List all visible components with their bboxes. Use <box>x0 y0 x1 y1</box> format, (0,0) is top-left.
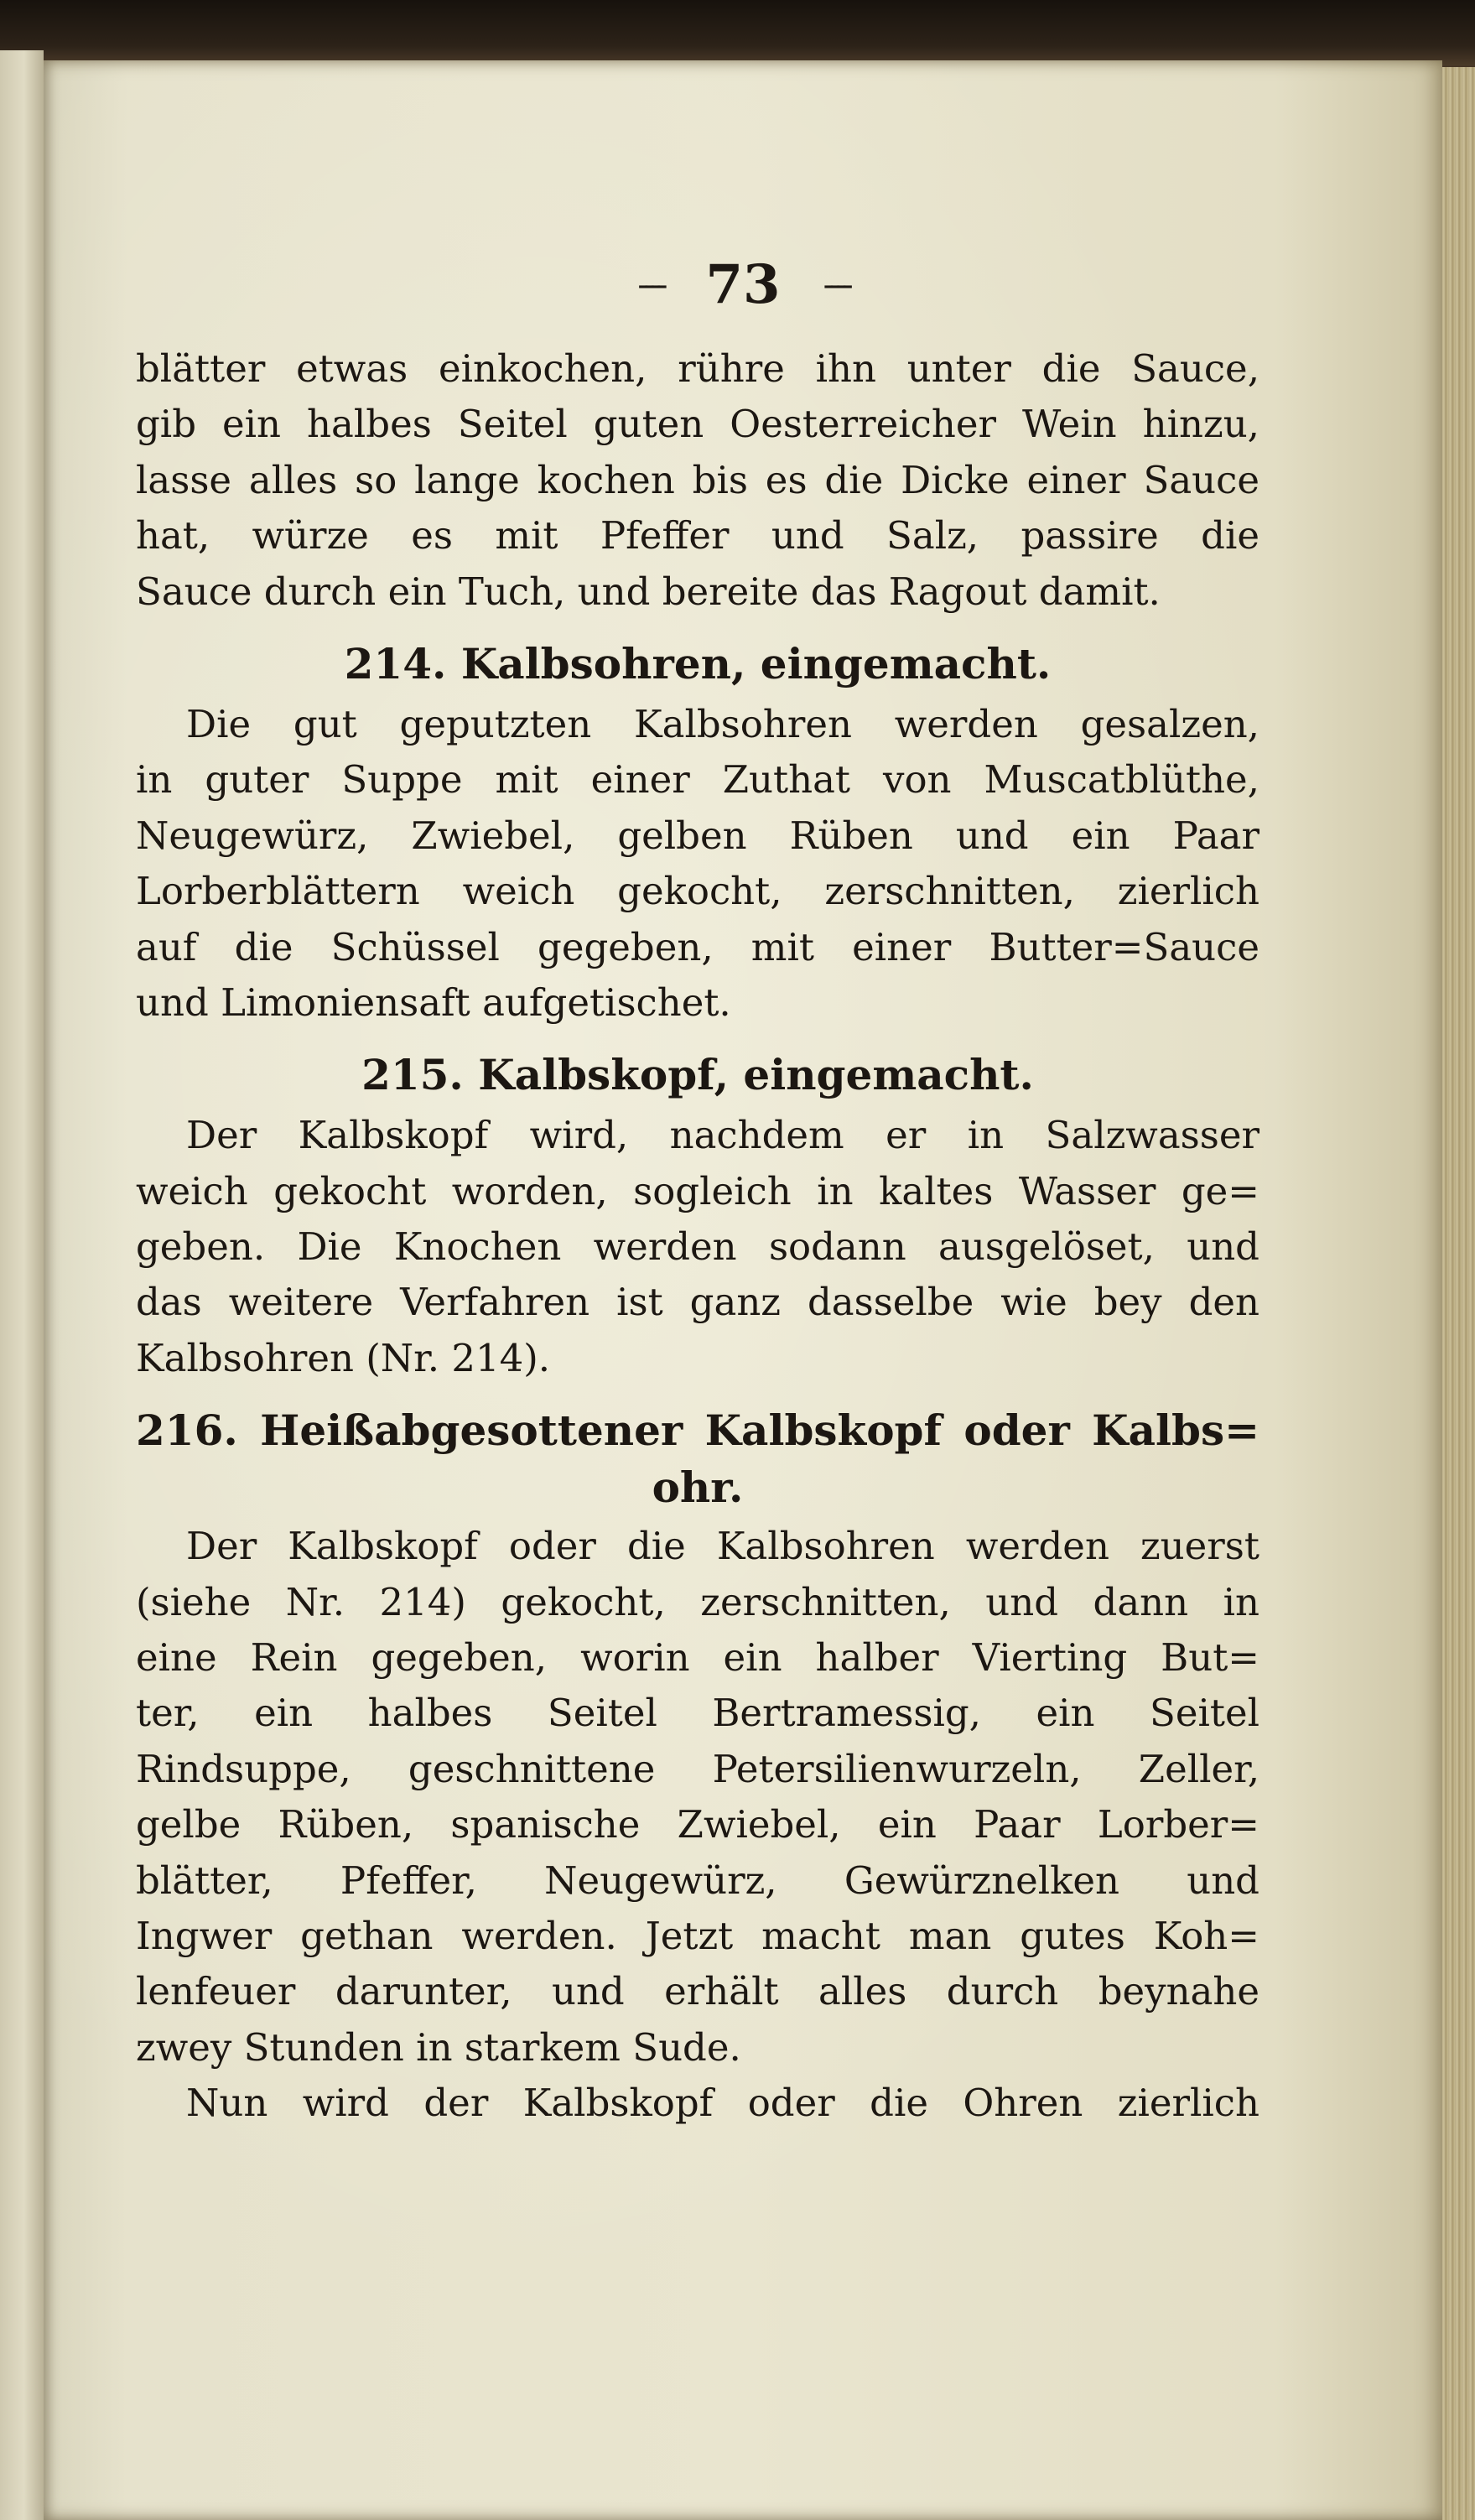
text-line: weich gekocht worden, sogleich in kaltes Wasser ge= <box>136 1168 1259 1213</box>
recipe-heading-215: 215. Kalbskopf, eingemacht. <box>361 1050 1034 1100</box>
text-line: Nun wird der Kalbskopf oder die Ohren zierlich <box>186 2081 1259 2126</box>
text-line: (siehe Nr. 214) gekocht, zerschnitten, und dann in <box>136 1579 1259 1624</box>
text-line: hat, würze es mit Pfeffer und Salz, passire die <box>136 513 1259 559</box>
book-page <box>44 60 1442 2520</box>
text-line: Lorberblättern weich gekocht, zerschnitten, zierlich <box>136 869 1259 914</box>
text-line: geben. Die Knochen werden sodann ausgelöset, und <box>136 1224 1259 1270</box>
text-line: eine Rein gegeben, worin ein halber Vierting But= <box>136 1635 1259 1681</box>
text-line: Rindsuppe, geschnittene Petersilienwurzeln, Zeller, <box>136 1746 1259 1791</box>
page-header <box>44 253 1442 329</box>
text-line: lenfeuer darunter, und erhält alles durch beynahe <box>136 1969 1259 2014</box>
text-line: ter, ein halbes Seitel Bertramessig, ein Seitel <box>136 1691 1259 1736</box>
text-line: auf die Schüssel gegeben, mit einer Butter=Sauce <box>136 924 1259 969</box>
header-dash-right: ---- <box>823 265 849 304</box>
text-line: Der Kalbskopf oder die Kalbsohren werden zuerst <box>186 1524 1259 1569</box>
text-line: in guter Suppe mit einer Zuthat von Muscatblüthe, <box>136 757 1259 803</box>
text-line: gib ein halbes Seitel guten Oesterreicher Wein hinzu, <box>136 402 1259 447</box>
recipe-heading-214: 214. Kalbsohren, eingemacht. <box>344 638 1052 688</box>
page-number: 73 <box>705 253 781 316</box>
book-top-edge <box>0 0 1475 65</box>
text-line: zwey Stunden in starkem Sude. <box>136 2024 741 2070</box>
text-line: Der Kalbskopf wird, nachdem er in Salzwasser <box>186 1113 1259 1158</box>
header-dash-left: ---- <box>637 265 663 304</box>
recipe-heading-216-continued: ohr. <box>652 1463 744 1513</box>
text-line: gelbe Rüben, spanische Zwiebel, ein Paar Lorber= <box>136 1802 1259 1847</box>
text-line: und Limoniensaft aufgetischet. <box>136 979 731 1025</box>
text-line: blätter etwas einkochen, rühre ihn unter die Sauce, <box>136 346 1259 391</box>
text-line: Neugewürz, Zwiebel, gelben Rüben und ein Paar <box>136 813 1259 858</box>
text-line: das weitere Verfahren ist ganz dasselbe wie bey den <box>136 1280 1259 1325</box>
recipe-heading-216: 216. Heißabgesottener Kalbskopf oder Kalbs= <box>136 1405 1259 1456</box>
page-body <box>136 341 1259 2132</box>
text-line: Ingwer gethan werden. Jetzt macht man gutes Koh= <box>136 1913 1259 1958</box>
text-line: blätter, Pfeffer, Neugewürz, Gewürznelken und <box>136 1858 1259 1903</box>
text-line: lasse alles so lange kochen bis es die Dicke einer Sauce <box>136 457 1259 502</box>
left-page-edge <box>0 50 44 2520</box>
text-line: Die gut geputzten Kalbsohren werden gesalzen, <box>186 701 1259 746</box>
text-line: Kalbsohren (Nr. 214). <box>136 1335 551 1380</box>
text-line: Sauce durch ein Tuch, und bereite das Ragout damit. <box>136 569 1161 614</box>
